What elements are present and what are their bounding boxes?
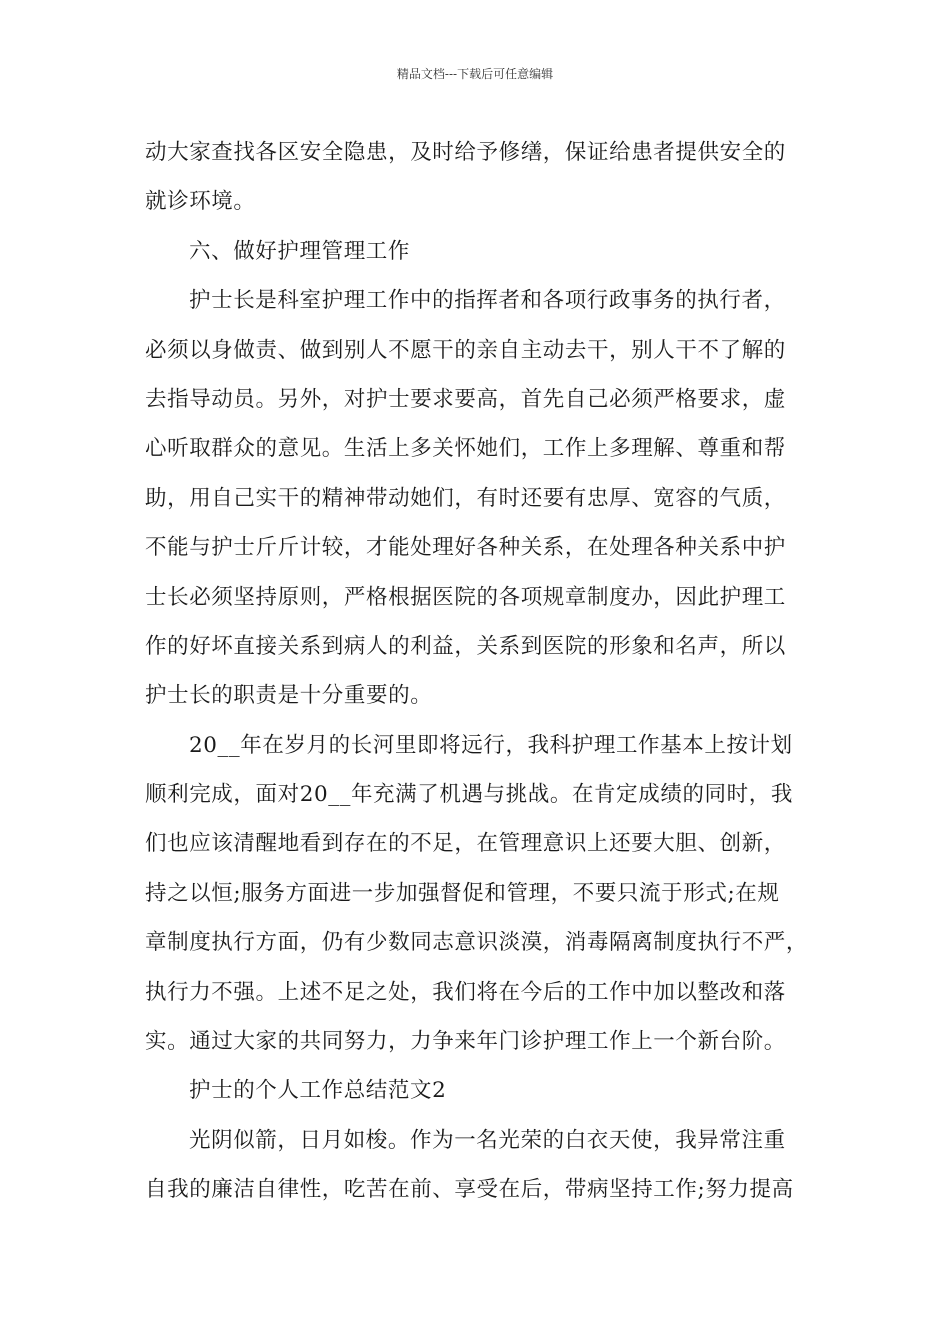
paragraph-line: 自我的廉洁自律性，吃苦在前、享受在后，带病坚持工作;努力提高: [145, 1177, 794, 1203]
paragraph-line: 顺利完成，面对20__年充满了机遇与挑战。在肯定成绩的同时，我: [145, 782, 793, 808]
paragraph-line: 实。通过大家的共同努力，力争来年门诊护理工作上一个新台阶。: [145, 1029, 786, 1055]
paragraph-line: 护士长的职责是十分重要的。: [145, 683, 433, 709]
page-header: 精品文档---下载后可任意编辑: [396, 67, 554, 81]
section-title: 护士的个人工作总结范文2: [189, 1078, 447, 1104]
paragraph-line: 作的好坏直接关系到病人的利益，关系到医院的形象和名声，所以: [145, 633, 786, 659]
paragraph-line: 章制度执行方面，仍有少数同志意识淡漠，消毒隔离制度执行不严，: [145, 930, 809, 956]
paragraph-line: 20__年在岁月的长河里即将远行，我科护理工作基本上按计划: [189, 732, 793, 758]
paragraph-line: 去指导动员。另外，对护士要求要高，首先自己必须严格要求，虚: [145, 386, 786, 412]
paragraph-line: 持之以恒;服务方面进一步加强督促和管理，不要只流于形式;在规: [145, 880, 780, 906]
paragraph-line: 动大家查找各区安全隐患，及时给予修缮，保证给患者提供安全的: [145, 140, 786, 165]
paragraph-line: 执行力不强。上述不足之处，我们将在今后的工作中加以整改和落: [145, 979, 786, 1005]
paragraph-line: 士长必须坚持原则，严格根据医院的各项规章制度办，因此护理工: [145, 584, 786, 610]
paragraph-line: 们也应该清醒地看到存在的不足，在管理意识上还要大胆、创新，: [145, 831, 786, 857]
paragraph-line: 护士长是科室护理工作中的指挥者和各项行政事务的执行者，: [189, 288, 786, 314]
paragraph-line: 心听取群众的意见。生活上多关怀她们，工作上多理解、尊重和帮: [145, 436, 786, 462]
paragraph-line: 不能与护士斤斤计较，才能处理好各种关系，在处理各种关系中护: [145, 535, 786, 561]
section-heading: 六、做好护理管理工作: [189, 238, 411, 264]
paragraph-line: 光阴似箭，日月如梭。作为一名光荣的白衣天使，我异常注重: [189, 1127, 786, 1153]
document-body: [145, 128, 825, 1215]
paragraph-line: 就诊环境。: [145, 189, 256, 215]
paragraph-line: 助，用自己实干的精神带动她们，有时还要有忠厚、宽容的气质，: [145, 485, 786, 511]
paragraph-line: 必须以身做责、做到别人不愿干的亲自主动去干，别人干不了解的: [145, 337, 786, 363]
